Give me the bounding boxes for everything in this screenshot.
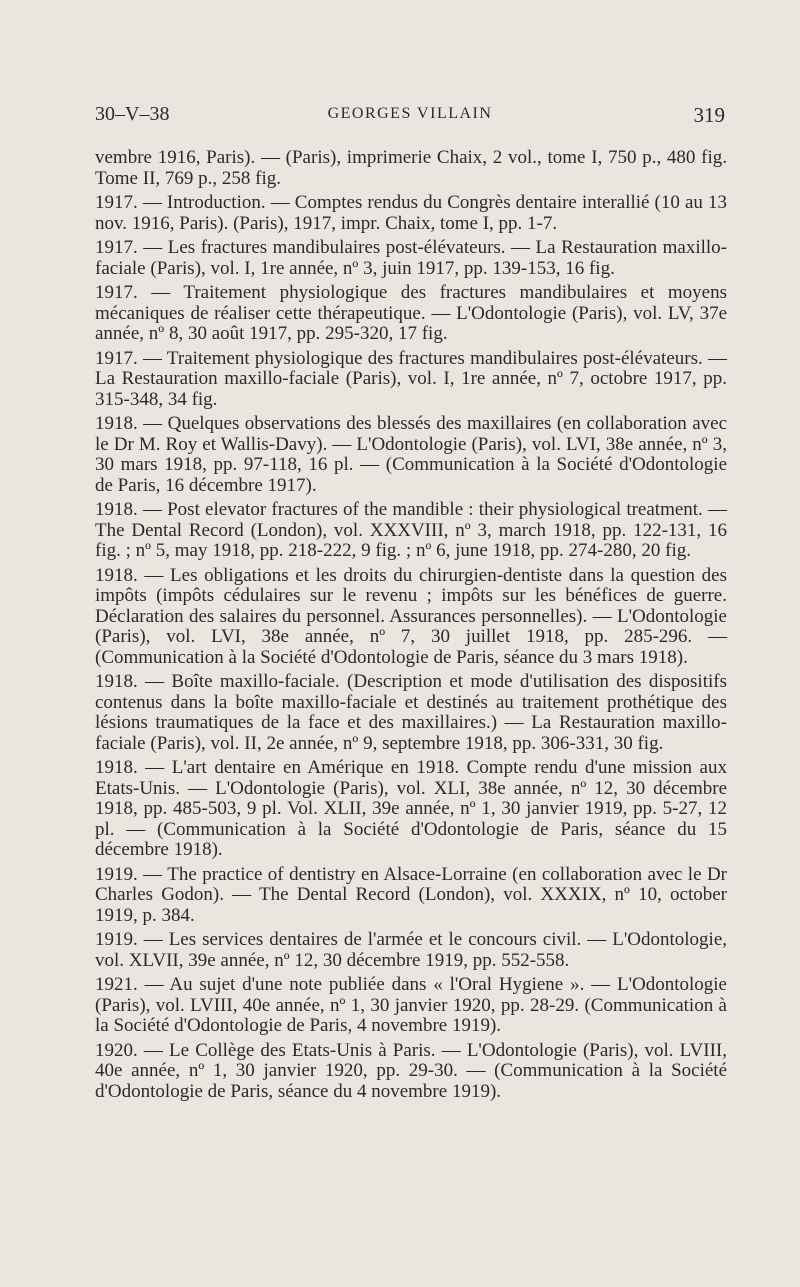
- bibliography-entry: 1918. — L'art dentaire en Amérique en 1918. Compte rendu d'une mission aux Etats-Unis. — L'Odontologie (Paris), vol. XLI, 38e année, nº 12, 30 décembre 1918, pp. 485-503, 9 pl. Vol. XLII, 39e année, nº 1, 30 janvier 1919, pp. 5-27, 12 pl. — (Communication à la Société d'Odontologie de Paris, séance du 15 décembre 1918).: [95, 757, 727, 860]
- header-date: 30–V–38: [95, 103, 170, 125]
- page-number: 319: [693, 103, 725, 127]
- bibliography-entry: 1919. — Les services dentaires de l'armée et le concours civil. — L'Odontologie, vol. XLVII, 39e année, nº 12, 30 décembre 1919, pp. 552-558.: [95, 929, 727, 971]
- bibliography-entry: 1918. — Quelques observations des blessés des maxillaires (en collaboration avec le Dr M. Roy et Wallis-Davy). — L'Odontologie (Paris), vol. LVI, 38e année, nº 3, 30 mars 1918, pp. 97-118, 16 pl. — (Communication à la Société d'Odontologie de Paris, 16 décembre 1917).: [95, 413, 727, 496]
- bibliography-entry: 1917. — Introduction. — Comptes rendus du Congrès dentaire interallié (10 au 13 nov. 1916, Paris). (Paris), 1917, impr. Chaix, tome I, pp. 1-7.: [95, 192, 727, 234]
- bibliography-entry: 1918. — Boîte maxillo-faciale. (Description et mode d'utilisation des dispositifs contenus dans la boîte maxillo-faciale et destinés au traitement prothétique des lésions traumatiques de la face et des maxillaires.) — La Restauration maxillo-faciale (Paris), vol. II, 2e année, nº 9, septembre 1918, pp. 306-331, 30 fig.: [95, 671, 727, 754]
- bibliography-entry: 1918. — Post elevator fractures of the mandible : their physiological treatment. — The Dental Record (London), vol. XXXVIII, nº 3, march 1918, pp. 122-131, 16 fig. ; nº 5, may 1918, pp. 218-222, 9 fig. ; nº 6, june 1918, pp. 274-280, 20 fig.: [95, 499, 727, 561]
- bibliography-list: [95, 148, 727, 1106]
- bibliography-entry: 1918. — Les obligations et les droits du chirurgien-dentiste dans la question des impôts (impôts cédulaires sur le revenu ; impôts sur les bénéfices de guerre. Déclaration des salaires du personnel. Assurances personnelles). — L'Odontologie (Paris), vol. LVI, 38e année, nº 7, 30 juillet 1918, pp. 285-296. — (Communication à la Société d'Odontologie de Paris, séance du 3 mars 1918).: [95, 564, 727, 668]
- bibliography-entry: vembre 1916, Paris). — (Paris), imprimerie Chaix, 2 vol., tome I, 750 p., 480 fig. Tome II, 769 p., 258 fig.: [95, 147, 727, 189]
- bibliography-entry: 1917. — Traitement physiologique des fractures mandibulaires post-élévateurs. — La Restauration maxillo-faciale (Paris), vol. I, 1re année, nº 7, octobre 1917, pp. 315-348, 34 fig.: [95, 347, 727, 410]
- bibliography-entry: 1920. — Le Collège des Etats-Unis à Paris. — L'Odontologie (Paris), vol. LVIII, 40e année, nº 1, 30 janvier 1920, pp. 29-30. — (Communication à la Société d'Odontologie de Paris, séance du 4 novembre 1919).: [95, 1039, 727, 1102]
- bibliography-entry: 1919. — The practice of dentistry en Alsace-Lorraine (en collaboration avec le Dr Charles Godon). — The Dental Record (London), vol. XXXIX, nº 10, october 1919, p. 384.: [95, 863, 727, 926]
- header-author: GEORGES VILLAIN: [327, 105, 493, 122]
- running-header: [95, 103, 725, 133]
- bibliography-entry: 1921. — Au sujet d'une note publiée dans « l'Oral Hygiene ». — L'Odontologie (Paris), vol. LVIII, 40e année, nº 1, 30 janvier 1920, pp. 28-29. (Communication à la Société d'Odontologie de Paris, 4 novembre 1919).: [95, 974, 727, 1036]
- bibliography-entry: 1917. — Traitement physiologique des fractures mandibulaires et moyens mécaniques de réaliser cette thérapeutique. — L'Odontologie (Paris), vol. LV, 37e année, nº 8, 30 août 1917, pp. 295-320, 17 fig.: [95, 282, 727, 344]
- bibliography-entry: 1917. — Les fractures mandibulaires post-élévateurs. — La Restauration maxillo-faciale (Paris), vol. I, 1re année, nº 3, juin 1917, pp. 139-153, 16 fig.: [95, 237, 727, 279]
